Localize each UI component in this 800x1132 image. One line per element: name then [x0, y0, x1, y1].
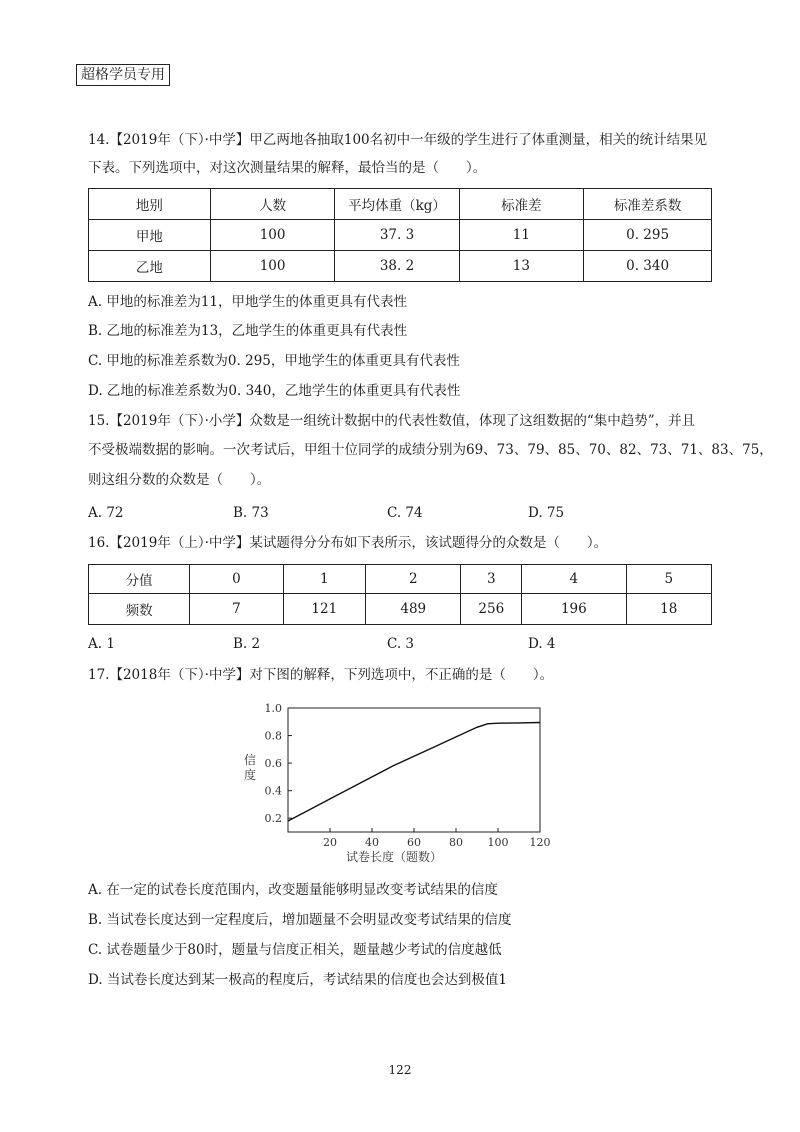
chart-x-tick-label: 20: [323, 836, 337, 849]
table-row: [89, 594, 712, 625]
header-tag: 超格学员专用: [76, 64, 170, 86]
table-cell: 5: [626, 565, 711, 594]
q16-stem: 16.【2019年（上）·中学】某试题得分分布如下表所示，该试题得分的众数是（ ）。: [88, 535, 608, 551]
q15-stem-line1: 15.【2019年（下）·小学】众数是一组统计数据中的代表性数值，体现了这组数据的“集中趋势”，并且: [88, 413, 696, 429]
q14-stem-line1: 14.【2019年（下）·中学】甲乙两地各抽取100名初中一年级的学生进行了体重测量，相关的统计结果见: [88, 132, 708, 148]
q15-option-d: D. 75: [528, 505, 565, 521]
chart-y-tick-label: 0.6: [264, 757, 282, 771]
table-cell: 121: [283, 594, 366, 625]
chart-x-tick-label: 40: [365, 836, 379, 849]
q15-option-b: B. 73: [233, 505, 269, 521]
page-number: 122: [388, 1063, 412, 1077]
table-cell: 3: [461, 565, 522, 594]
q15-option-c: C. 74: [387, 505, 423, 521]
q14-option-a: A. 甲地的标准差为11，甲地学生的体重更具有代表性: [88, 294, 408, 310]
chart-x-tick-label: 60: [407, 836, 421, 849]
chart-x-tick-label: 80: [449, 836, 463, 849]
q17-option-c: C. 试卷题量少于80时，题量与信度正相关，题量越少考试的信度越低: [88, 942, 502, 958]
table-header-row: [89, 189, 712, 220]
table-cell: 7: [190, 594, 283, 625]
table-header-cell: 人数: [210, 189, 335, 220]
chart-x-axis-label: 试卷长度（题数）: [345, 850, 443, 864]
q14-option-d: D. 乙地的标准差系数为0. 340，乙地学生的体重更具有代表性: [88, 383, 461, 399]
table-header-cell: 标准差: [459, 189, 584, 220]
q14-stem-line2: 下表。下列选项中，对这次测量结果的解释，最恰当的是（ ）。: [88, 160, 487, 176]
q17-option-b: B. 当试卷长度达到一定程度后，增加题量不会明显改变考试结果的信度: [88, 912, 512, 928]
reliability-chart: [230, 698, 560, 870]
q15-stem-line3: 则这组分数的众数是（ ）。: [88, 472, 271, 488]
table-cell: 18: [626, 594, 711, 625]
table-cell: 4: [522, 565, 626, 594]
q16-option-a: A. 1: [88, 636, 115, 652]
table-cell: 2: [366, 565, 461, 594]
table-cell: 11: [459, 220, 584, 251]
table-cell: 0. 340: [584, 251, 712, 282]
table-row: [89, 220, 712, 251]
table-cell: 100: [210, 220, 335, 251]
table-cell: 乙地: [89, 251, 211, 282]
q17-stem: 17.【2018年（下）·中学】对下图的解释，下列选项中，不正确的是（ ）。: [88, 667, 554, 683]
table-header-cell: 标准差系数: [584, 189, 712, 220]
q17-option-d: D. 当试卷长度达到某一极高的程度后，考试结果的信度也会达到极值1: [88, 972, 508, 988]
chart-y-axis-label: 信度: [243, 753, 257, 782]
chart-plot-frame: [288, 708, 540, 832]
table-row: [89, 565, 712, 594]
table-cell: 1: [283, 565, 366, 594]
chart-y-tick-label: 0.4: [264, 784, 282, 798]
table-cell: 分值: [89, 565, 190, 594]
table-cell: 489: [366, 594, 461, 625]
chart-y-tick-label: 0.8: [264, 729, 282, 743]
q17-option-a: A. 在一定的试卷长度范围内，改变题量能够明显改变考试结果的信度: [88, 882, 498, 898]
chart-x-tick-label: 120: [529, 836, 551, 849]
table-cell: 100: [210, 251, 335, 282]
table-cell: 0. 295: [584, 220, 712, 251]
table-header-cell: 平均体重（kg）: [335, 189, 459, 220]
table-header-cell: 地别: [89, 189, 211, 220]
q14-option-b: B. 乙地的标准差为13，乙地学生的体重更具有代表性: [88, 323, 408, 339]
table-cell: 0: [190, 565, 283, 594]
q14-option-c: C. 甲地的标准差系数为0. 295，甲地学生的体重更具有代表性: [88, 353, 460, 369]
table-cell: 38. 2: [335, 251, 459, 282]
q16-table: [88, 564, 712, 625]
table-cell: 频数: [89, 594, 190, 625]
chart-y-tick-label: 1.0: [264, 702, 282, 715]
chart-x-tick-label: 100: [487, 836, 509, 849]
table-cell: 37. 3: [335, 220, 459, 251]
table-cell: 256: [461, 594, 522, 625]
q15-option-a: A. 72: [88, 505, 124, 521]
q15-stem-line2: 不受极端数据的影响。一次考试后，甲组十位同学的成绩分别为69、73、79、85、70、82、73、71、83、75，: [88, 442, 773, 458]
table-cell: 13: [459, 251, 584, 282]
table-cell: 196: [522, 594, 626, 625]
q16-option-d: D. 4: [528, 636, 556, 652]
chart-series-line: [288, 723, 540, 822]
q14-table: [88, 188, 712, 282]
table-row: [89, 251, 712, 282]
q16-option-b: B. 2: [233, 636, 261, 652]
chart-y-tick-label: 0.2: [264, 812, 282, 826]
table-cell: 甲地: [89, 220, 211, 251]
q16-option-c: C. 3: [387, 636, 415, 652]
